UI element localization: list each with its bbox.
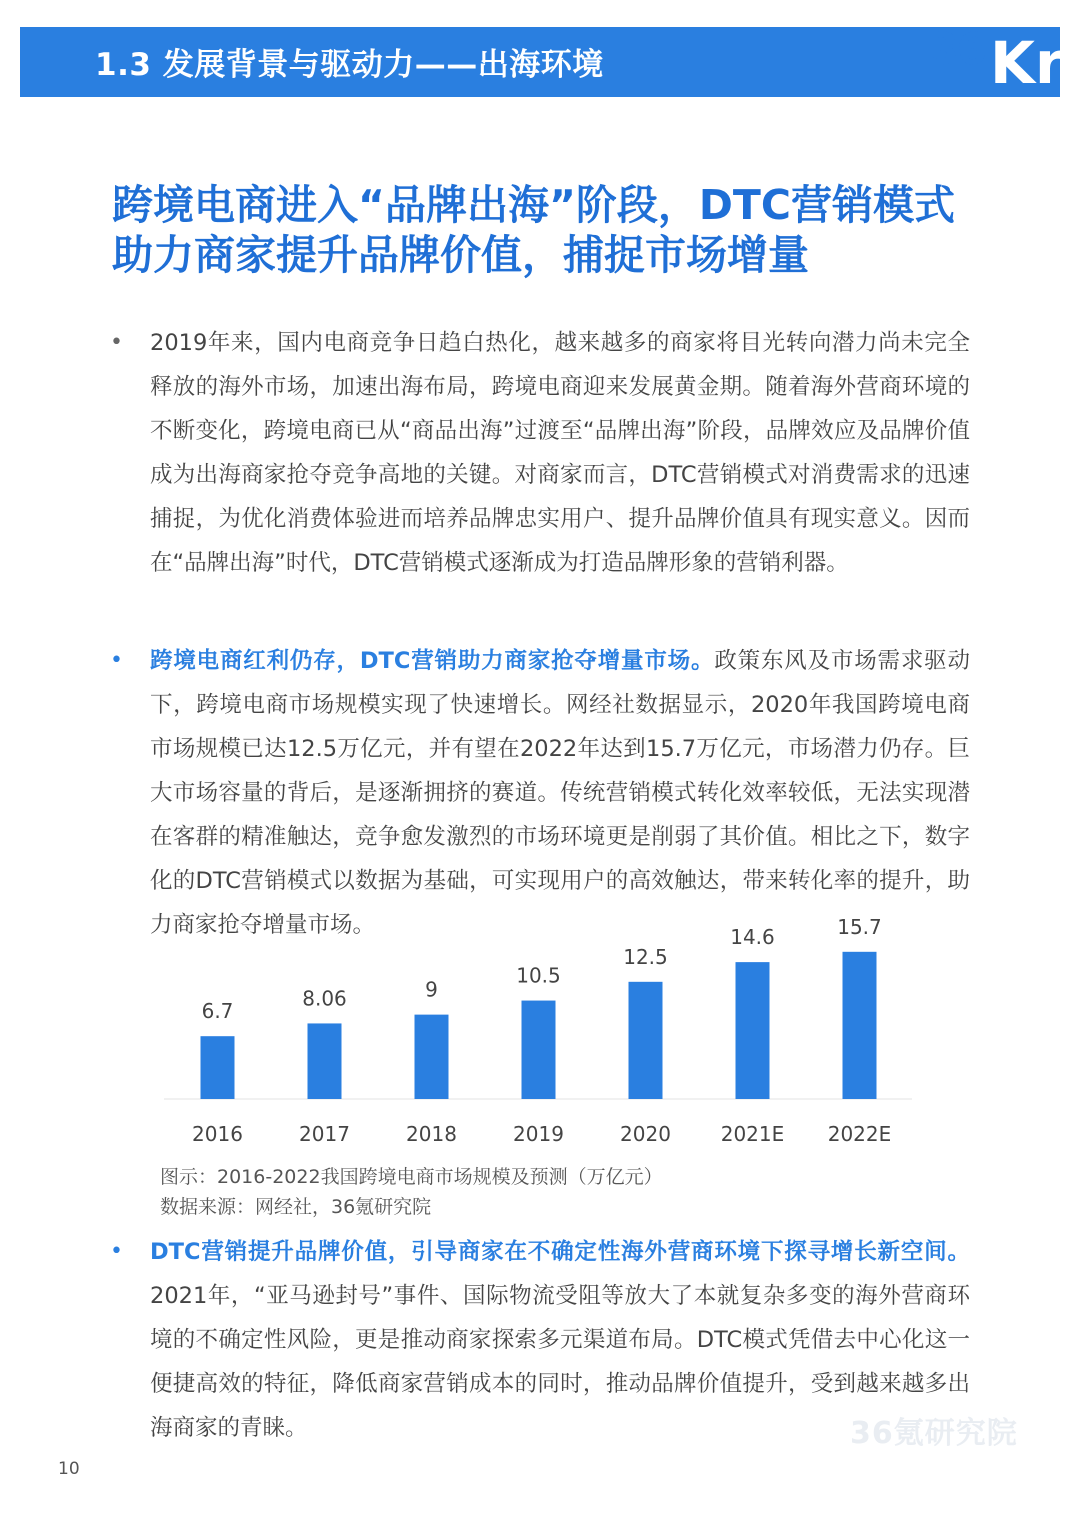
chart-source: 数据来源：网经社，36氪研究院 <box>160 1196 432 1218</box>
bar-2020 <box>629 982 663 1099</box>
bar-2018 <box>415 1015 449 1099</box>
paragraph-2 <box>150 639 970 950</box>
x-tick-2021E: 2021E <box>720 1122 785 1146</box>
logo-kr: Kr <box>990 29 1064 97</box>
value-label-2018: 9 <box>425 977 438 1002</box>
section-title: 1.3 发展背景与驱动力——出海环境 <box>95 47 604 83</box>
paragraph-1-text: 2019年来，国内电商竞争日趋白热化，越来越多的商家将目光转向潜力尚未完全释放的海外市场，加速出海布局，跨境电商迎来发展黄金期。随着海外营商环境的不断变化，跨境电商已从“商品出海”过渡至“品牌出海”阶段，品牌效应及品牌价值成为出海商家抢夺竞争高地的关键。对商家而言，DTC营销模式对消费需求的迅速捕捉，为优化消费体验进而培养品牌忠实用户、提升品牌价值具有现实意义。因而在“品牌出海”时代，DTC营销模式逐渐成为打造品牌形象的营销利器。 <box>150 330 970 576</box>
bar-2021E <box>736 962 770 1099</box>
chart-caption: 图示：2016-2022我国跨境电商市场规模及预测（万亿元） <box>160 1166 663 1188</box>
logo-36: 36 <box>928 24 986 75</box>
x-tick-2020: 2020 <box>620 1122 671 1146</box>
market-size-bar-chart <box>160 914 920 1150</box>
value-label-2021E: 14.6 <box>730 925 775 950</box>
page-title: 跨境电商进入“品牌出海”阶段，DTC营销模式助力商家提升品牌价值，捕捉市场增量 <box>112 181 955 279</box>
paragraph-2-highlight: 跨境电商红利仍存，DTC营销助力商家抢夺增量市场。 <box>150 648 715 674</box>
x-tick-2016: 2016 <box>192 1122 243 1146</box>
value-label-2020: 12.5 <box>623 944 668 969</box>
paragraph-1 <box>150 321 970 585</box>
paragraph-3-highlight: DTC营销提升品牌价值，引导商家在不确定性海外营商环境下探寻增长新空间。 <box>150 1239 970 1265</box>
x-tick-2019: 2019 <box>513 1122 564 1146</box>
paragraph-3-text: 2021年，“亚马逊封号”事件、国际物流受阻等放大了本就复杂多变的海外营商环境的不确定性风险，更是推动商家探索多元渠道布局。DTC模式凭借去中心化这一便捷高效的特征，降低商家营销成本的同时，推动品牌价值提升，受到越来越多出海商家的青睐。 <box>150 1283 970 1441</box>
x-tick-2022E: 2022E <box>827 1122 892 1146</box>
watermark: 36氪研究院 <box>850 1416 1018 1451</box>
value-label-2016: 6.7 <box>201 999 234 1024</box>
value-label-2017: 8.06 <box>302 986 347 1011</box>
bar-2022E <box>843 952 877 1099</box>
bar-2019 <box>522 1001 556 1099</box>
paragraph-2-text: 政策东风及市场需求驱动下，跨境电商市场规模实现了快速增长。网经社数据显示，2020年我国跨境电商市场规模已达12.5万亿元，并有望在2022年达到15.7万亿元，市场潜力仍存。巨大市场容量的背后，是逐渐拥挤的赛道。传统营销模式转化效率较低，无法实现潜在客群的精准触达，竞争愈发激烈的市场环境更是削弱了其价值。相比之下，数字化的DTC营销模式以数据为基础，可实现用户的高效触达，带来转化率的提升，助力商家抢夺增量市场。 <box>150 648 970 938</box>
x-tick-2018: 2018 <box>406 1122 457 1146</box>
bullet-marker: • <box>110 648 123 673</box>
page-number: 10 <box>58 1459 80 1479</box>
value-label-2022E: 15.7 <box>837 914 882 939</box>
bar-2016 <box>201 1036 235 1099</box>
bullet-marker: • <box>110 330 123 355</box>
value-label-2019: 10.5 <box>516 963 561 988</box>
x-tick-2017: 2017 <box>299 1122 350 1146</box>
paragraph-3 <box>150 1230 970 1450</box>
bullet-marker: • <box>110 1239 123 1264</box>
bar-2017 <box>308 1023 342 1099</box>
